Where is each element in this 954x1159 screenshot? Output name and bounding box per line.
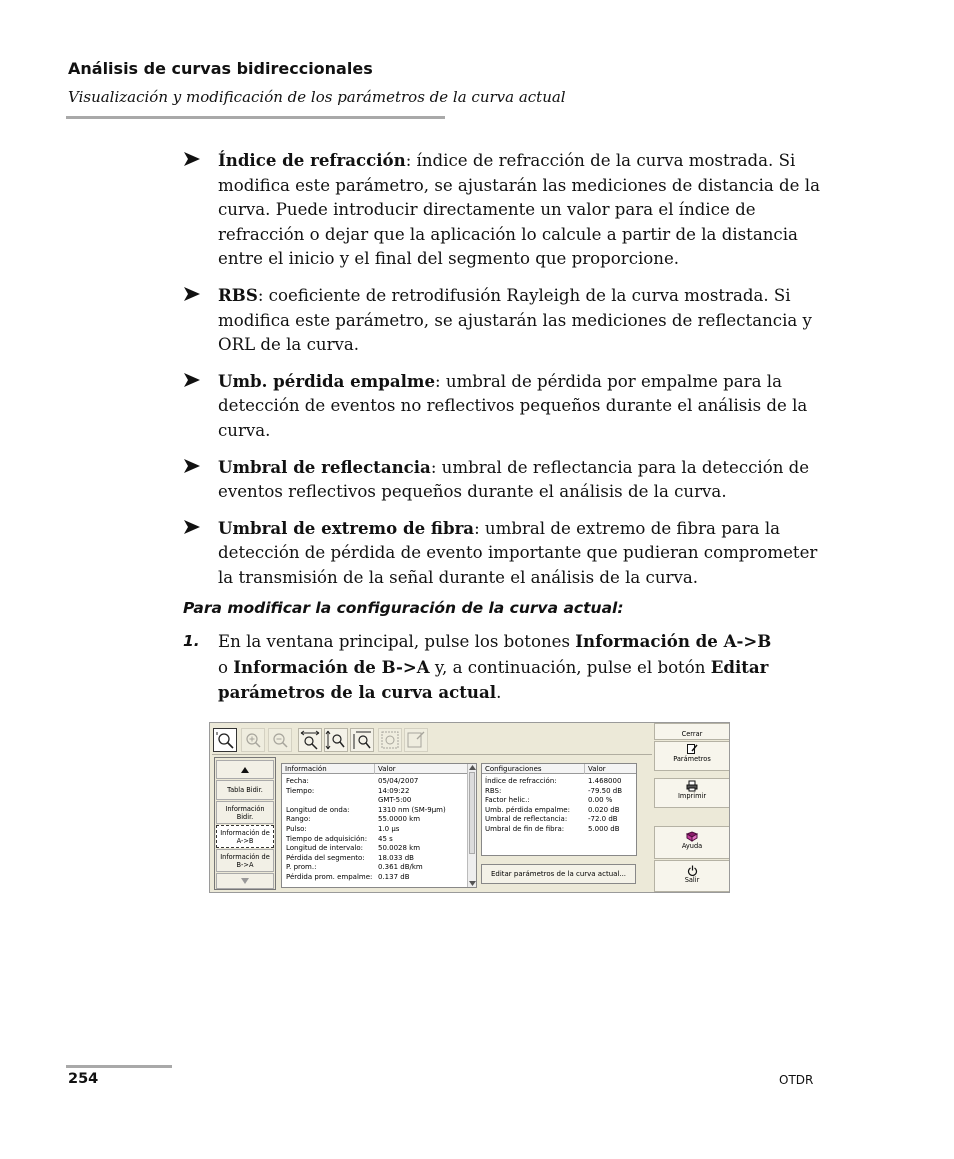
step-text: En la ventana principal, pulse los botones — [218, 632, 576, 651]
arrow-bullet-icon — [183, 519, 201, 535]
parameter-list — [183, 148, 833, 602]
zoom-vertical-button[interactable] — [324, 728, 348, 752]
zoom-out-icon — [269, 729, 291, 751]
parametros-button[interactable] — [654, 741, 730, 771]
ayuda-button[interactable] — [654, 826, 730, 859]
document-name: OTDR — [779, 1073, 814, 1087]
scroll-down-arrow-icon — [469, 881, 476, 886]
page-number: 254 — [68, 1071, 99, 1087]
parametros-label: Parámetros — [673, 755, 711, 763]
fit-window-icon — [379, 729, 401, 751]
cerrar-label: Cerrar — [681, 730, 703, 738]
magnifier-icon — [214, 729, 236, 751]
arrow-bullet-icon — [183, 458, 201, 474]
zoom-both-icon — [351, 729, 373, 751]
bullet-term: Umbral de reflectancia — [218, 456, 431, 477]
configuration-table: Configuraciones Valor Índice de refracción: 1.468000 RBS: -79.50 dB Factor helic.: 0.00 % Umb. pérdida empalme: 0.020 dB Umbral de reflectancia: -72.0 dB Umbral de fin de fibra: 5.000 dB — [481, 763, 637, 856]
zoom-out-button[interactable] — [268, 728, 292, 752]
bullet-text: : umbral de reflectancia para la detección de eventos reflectivos pequeños durante el análisis de la curva. — [218, 457, 810, 502]
zoom-horizontal-button[interactable] — [298, 728, 322, 752]
header-rule — [66, 116, 445, 119]
step-bold: Editar parámetros de la curva actual — [218, 656, 769, 703]
triangle-up-icon — [241, 767, 249, 773]
step-text: y, a continuación, pulse el botón — [429, 657, 711, 677]
footer-rule — [66, 1065, 172, 1068]
edit-trace-parameters-button[interactable]: Editar parámetros de la curva actual... — [481, 864, 636, 884]
bullet-text: : umbral de extremo de fibra para la detección de pérdida de evento importante que pudieran comprometer la transmisión de la señal durante el análisis de la curva. — [218, 518, 818, 587]
printer-icon — [686, 780, 698, 792]
bullet-text: : coeficiente de retrodifusión Rayleigh de la curva mostrada. Si modifica este parámetro, se ajustarán las mediciones de reflectancia y ORL de la curva. — [218, 285, 812, 355]
arrow-bullet-icon — [183, 372, 201, 388]
table-header — [482, 764, 636, 774]
bullet-term: Umbral de extremo de fibra — [218, 517, 475, 538]
scroll-down-button[interactable] — [216, 873, 274, 889]
zoom-in-button[interactable] — [241, 728, 265, 752]
zoom-select-button[interactable] — [213, 728, 237, 752]
bullet-text: : índice de refracción de la curva mostrada. Si modifica este parámetro, se ajustarán las mediciones de distancia de la curva. Puede introducir directamente un valor para el índice de refracción o dejar que la aplicación lo calcule a partir de la distancia entre el inicio y el final del segmento que proporcione. — [218, 151, 820, 269]
bullet-item — [183, 283, 833, 358]
scroll-thumb[interactable] — [469, 772, 475, 854]
power-icon — [687, 865, 698, 876]
info-ba-button[interactable]: Información de B->A — [216, 849, 274, 872]
ayuda-label: Ayuda — [681, 842, 703, 850]
step-text: . — [496, 683, 502, 703]
vertical-zoom-icon — [325, 729, 347, 751]
triangle-down-icon — [241, 878, 249, 884]
bullet-item — [183, 455, 833, 505]
horizontal-zoom-icon — [299, 729, 321, 751]
bullet-term: RBS — [218, 284, 258, 305]
section-subtitle: Visualización y modificación de los parámetros de la curva actual — [68, 88, 566, 106]
imprimir-button[interactable] — [654, 778, 730, 808]
left-navigation — [214, 757, 276, 890]
table-scrollbar[interactable] — [467, 764, 476, 887]
edit-document-icon — [686, 743, 698, 755]
bullet-item — [183, 148, 833, 272]
scroll-up-arrow-icon — [469, 765, 476, 770]
column-header: Valor — [584, 764, 606, 774]
bullet-item — [183, 516, 833, 591]
section-title: Análisis de curvas bidireccionales — [68, 59, 373, 78]
zoom-fit-button[interactable] — [378, 728, 402, 752]
info-ab-button[interactable]: Información de A->B — [216, 825, 274, 848]
column-header: Configuraciones — [485, 765, 542, 773]
procedure-step — [183, 629, 833, 706]
step-bold: Información de A->B — [575, 631, 772, 651]
help-book-icon — [686, 831, 698, 842]
tabla-bidir-button[interactable]: Tabla Bidir. — [216, 780, 274, 800]
column-header: Información — [285, 765, 327, 773]
otdr-app-screenshot — [209, 722, 730, 893]
step-bold: Información de B->A — [233, 656, 430, 677]
arrow-bullet-icon — [183, 151, 201, 167]
table-header — [282, 764, 468, 774]
imprimir-label: Imprimir — [677, 792, 707, 800]
cerrar-button[interactable] — [654, 723, 730, 740]
zoom-in-icon — [242, 729, 264, 751]
bullet-item — [183, 369, 833, 444]
bullet-term: Índice de refracción — [218, 150, 406, 170]
salir-button[interactable] — [654, 860, 730, 892]
zoom-toolbar — [212, 726, 652, 755]
zoom-reset-button[interactable] — [404, 728, 428, 752]
right-button-bar — [653, 723, 730, 892]
information-table: Información Valor Fecha: 05/04/2007 Tiempo: 14:09:22 GMT-5:00 Longitud de onda: 1310 nm (SM-9µm) Rango: 55.0000 km Pulso: 1.0 µs Tiempo de adquisición: 45 s Longitud de intervalo: 50.0028 km Pérdida del segmento: 18.033 dB P. prom.: 0.361 dB/km Pérdida prom. empalme: 0.137 dB — [281, 763, 477, 888]
salir-label: Salir — [684, 876, 700, 884]
step-text: o — [218, 657, 234, 677]
zoom-both-button[interactable] — [350, 728, 374, 752]
step-number: 1. — [183, 632, 200, 650]
bullet-text: : umbral de pérdida por empalme para la detección de eventos no reflectivos pequeños durante el análisis de la curva. — [218, 371, 808, 440]
column-header: Valor — [374, 764, 396, 774]
scroll-up-button[interactable] — [216, 760, 274, 779]
reset-zoom-icon — [405, 729, 427, 751]
info-bidir-button[interactable]: Información Bidir. — [216, 801, 274, 824]
arrow-bullet-icon — [183, 286, 201, 302]
procedure-title: Para modificar la configuración de la curva actual: — [183, 599, 624, 617]
bullet-term: Umb. pérdida empalme — [218, 370, 436, 391]
